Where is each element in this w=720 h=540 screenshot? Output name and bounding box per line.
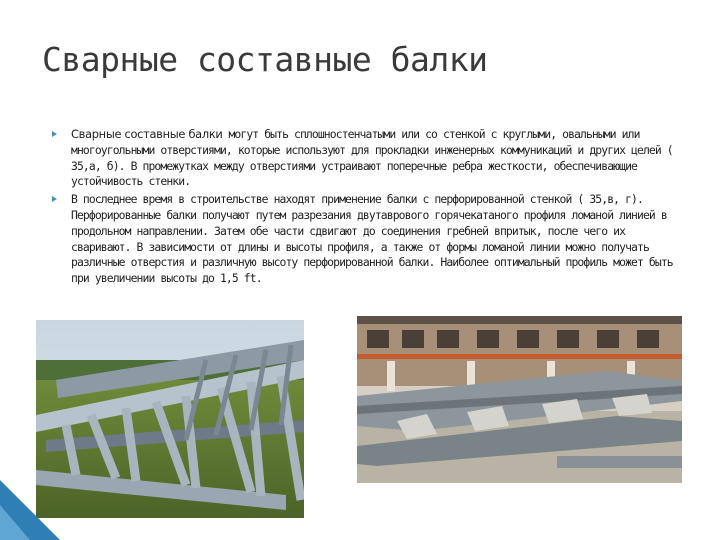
corner-decoration	[0, 460, 70, 540]
bullet-body: могут быть сплошностенчатыми или со стенкой с круглыми, овальными или многоугольными отверстиями, которые используют для прокладки инженерных коммуникаций и других целей ( 35,а, б). В промежутках между отверстиями устраивают поперечные ребра жесткости, обеспечивающие устойчивость стенки.	[71, 127, 673, 189]
slide-title: Сварные составные балки	[42, 40, 488, 79]
castellated-beam-photo	[357, 316, 682, 483]
bullet-text	[71, 192, 677, 287]
bullet-lead: Сварные составные балки	[71, 127, 223, 141]
bullet-item	[52, 192, 677, 287]
bullet-item	[52, 127, 677, 190]
bullet-text	[71, 127, 677, 190]
bullet-list	[52, 127, 677, 289]
truss-photo	[36, 320, 304, 518]
bullet-arrow-icon	[52, 196, 57, 202]
bullet-body: В последнее время в строительстве находят применение балки с перфорированной стенкой ( 35,в, г). Перфорированные балки получают путем разрезания двутаврового горячекатаного профиля ломаной линией в продольном направлении. Затем обе части сдвигают до соединения гребней впритык, после чего их сваривают. В зависимости от длины и высоты профиля, а также от формы ломаной линии можно получать различные отверстия и различную высоту перфорированной балки. Наиболее оптимальный профиль может быть при увеличении высоты до 1,5 ft.	[71, 192, 673, 286]
bullet-arrow-icon	[52, 131, 57, 137]
